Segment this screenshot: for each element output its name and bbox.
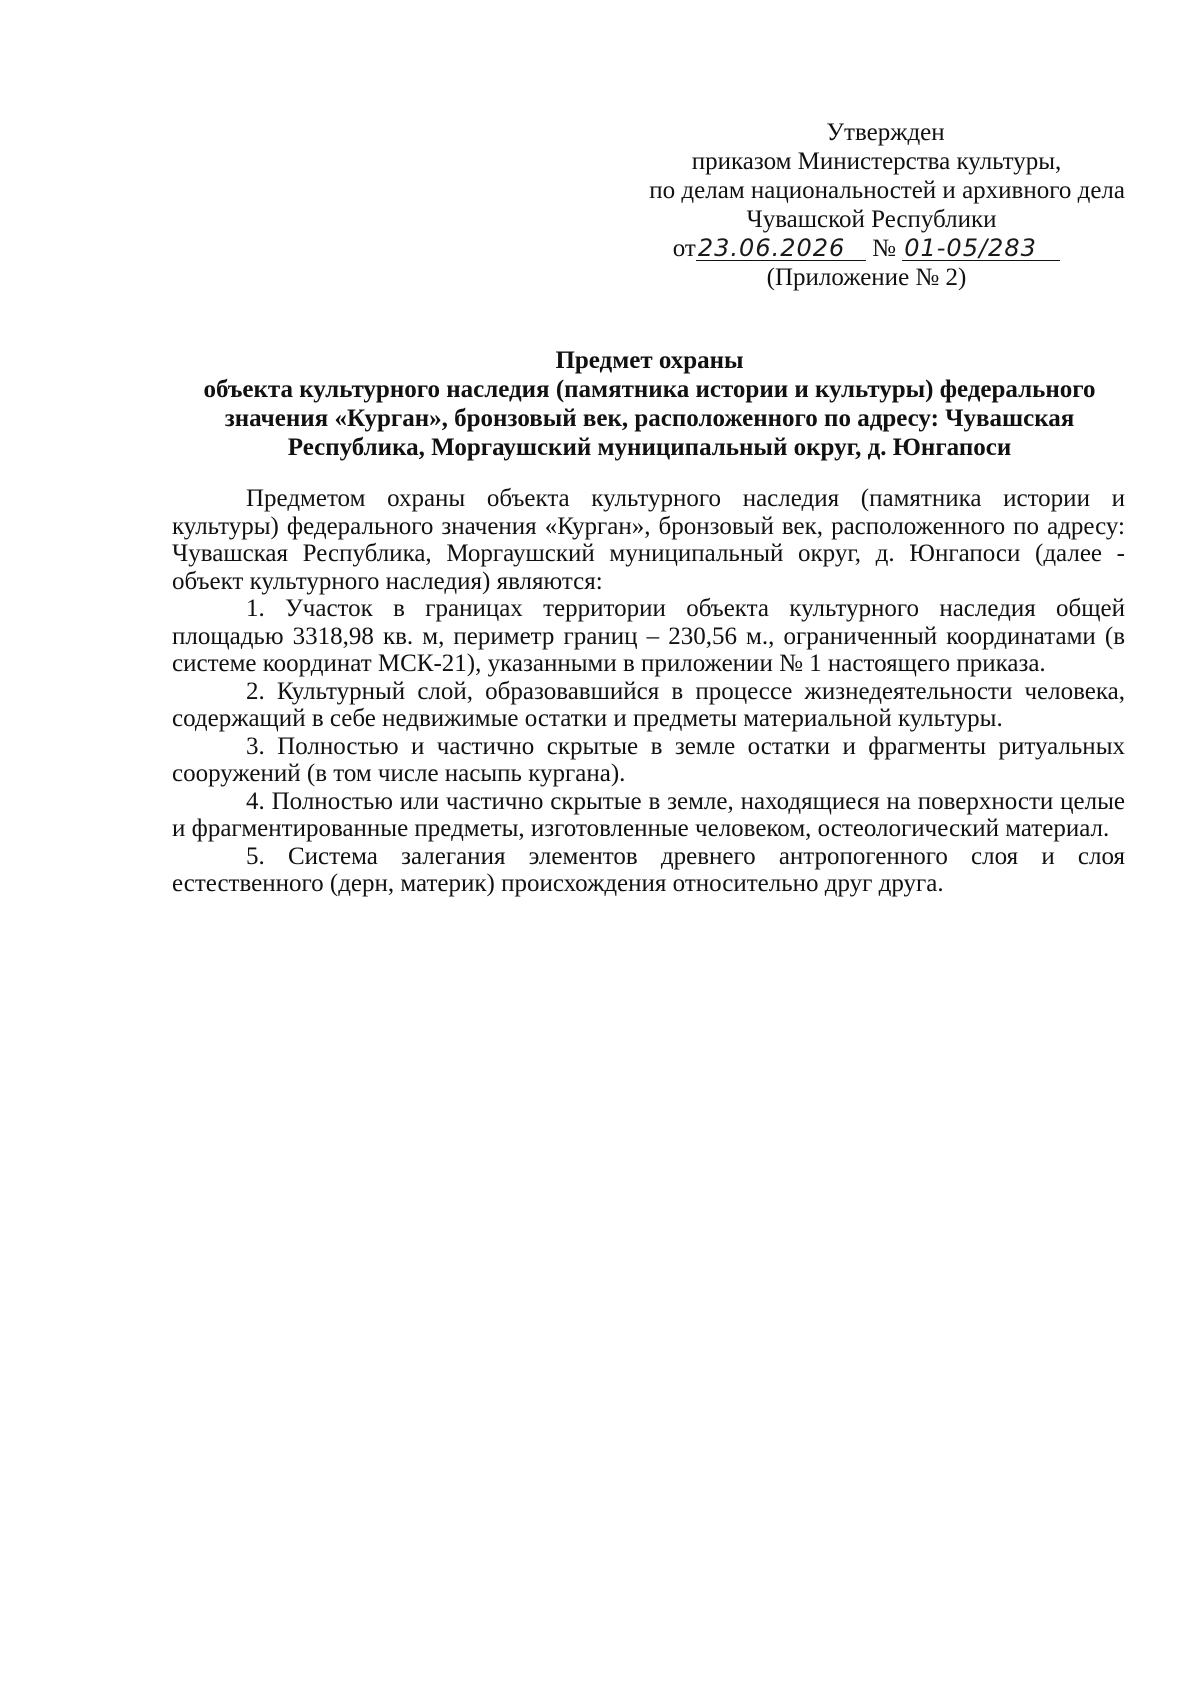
approval-date-number-row	[600, 234, 1125, 263]
body-item-2: 2. Культурный слой, образовавшийся в процессе жизнедеятельности человека, содержащий в себе недвижимые остатки и предметы материальной культуры.	[172, 677, 1125, 732]
from-label: от	[672, 235, 696, 262]
body-item-5: 5. Система залегания элементов древнего антропогенного слоя и слоя естественного (дерн, материк) происхождения относительно друг друга.	[172, 842, 1125, 897]
approval-order-line: приказом Министерства культуры,	[691, 148, 1062, 175]
body-item-1: 1. Участок в границах территории объекта культурного наследия общей площадью 3318,98 кв. м, периметр границ – 230,56 м., ограниченный координатами (в системе координат МСК-21), указанными в приложении № 1 настоящего приказа.	[172, 595, 1125, 677]
document-body	[172, 485, 1125, 898]
approval-ministry-line: по делам национальностей и архивного дела	[649, 177, 1125, 204]
title-heading: Предмет охраны	[555, 347, 744, 374]
title-subject: объекта культурного наследия (памятника истории и культуры) федерального значения «Курган», бронзовый век, расположенного по адресу: Чувашская Республика, Моргаушский муниципальный округ, д. Юнгапоси	[203, 376, 1096, 461]
number-label: №	[872, 235, 896, 262]
approval-stamp-block	[600, 118, 1125, 292]
order-number: 01-05/283	[902, 236, 1060, 261]
approval-republic-line: Чувашской Республики	[746, 206, 997, 233]
appendix-label: (Приложение № 2)	[766, 264, 967, 291]
order-date: 23.06.2026	[696, 236, 866, 261]
body-item-3: 3. Полностью и частично скрытые в земле остатки и фрагменты ритуальных сооружений (в том числе насыпь кургана).	[172, 732, 1125, 787]
document-title	[172, 346, 1127, 462]
body-intro-paragraph: Предметом охраны объекта культурного наследия (памятника истории и культуры) федерального значения «Курган», бронзовый век, расположенного по адресу: Чувашская Республика, Моргаушский муниципальный округ, д. Юнгапоси (далее - объект культурного наследия) являются:	[172, 485, 1125, 595]
body-item-4: 4. Полностью или частично скрытые в земле, находящиеся на поверхности целые и фрагментированные предметы, изготовленные человеком, остеологический материал.	[172, 787, 1125, 842]
approval-heading: Утвержден	[826, 119, 945, 146]
